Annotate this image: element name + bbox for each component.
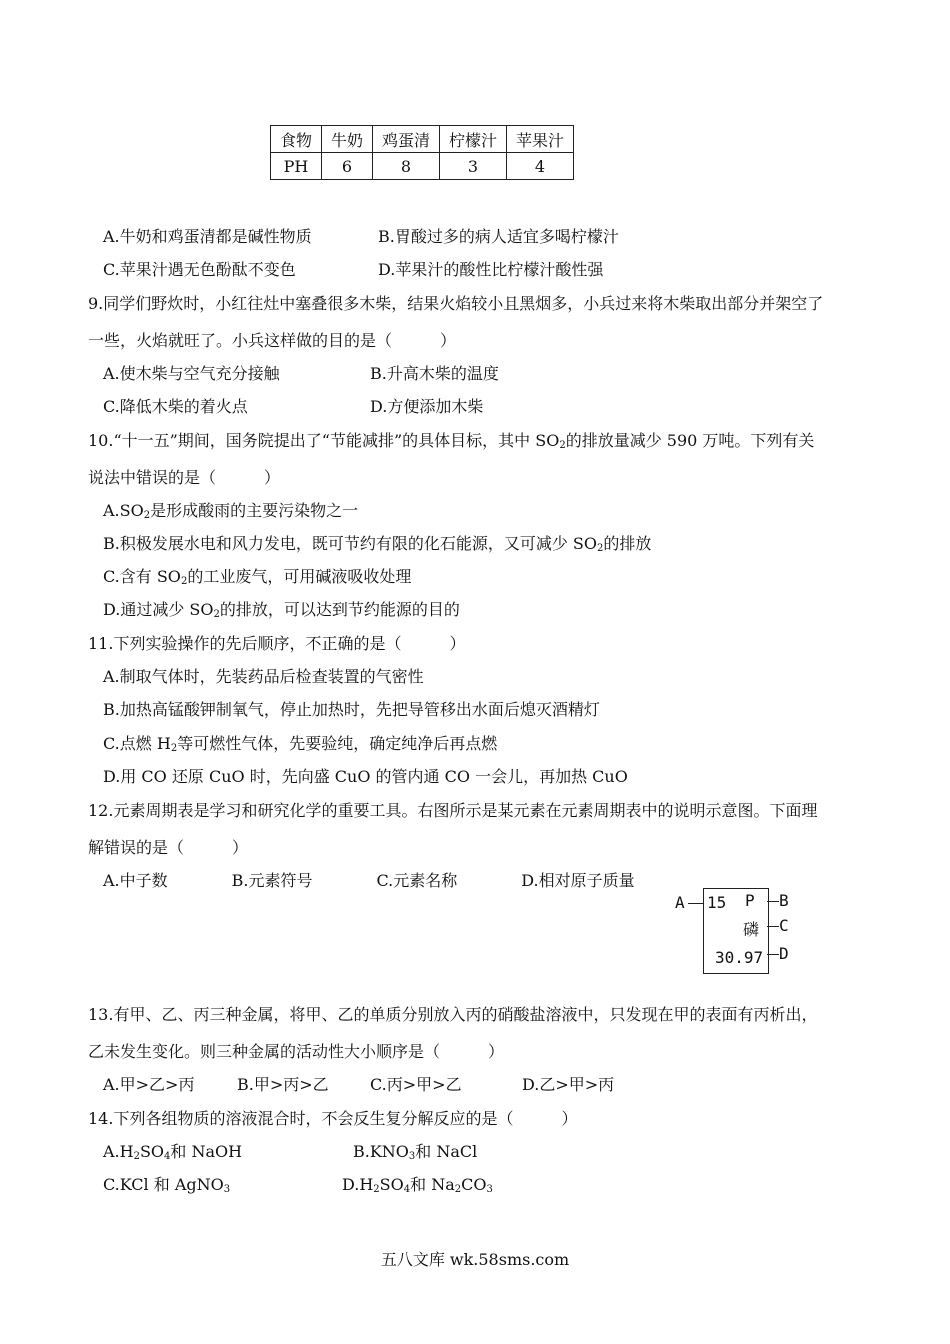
- table-cell: 牛奶: [322, 126, 373, 153]
- atomic-number: 15: [707, 893, 727, 912]
- q11-stem: 11.下列实验操作的先后顺序，不正确的是（ ）: [88, 634, 466, 653]
- table-cell: 3: [440, 153, 507, 180]
- pointer-c: [767, 926, 779, 927]
- atomic-mass: 30.97: [715, 948, 764, 967]
- element-name: 磷: [743, 920, 760, 939]
- q12-stem-line1: 12.元素周期表是学习和研究化学的重要工具。右图所示是某元素在元素周期表中的说明示意图。下面理: [88, 801, 818, 820]
- q9-stem-line2: 一些，火焰就旺了。小兵这样做的目的是（ ）: [88, 331, 457, 350]
- q14-option-c: C.KCl 和 AgNO$_3$: [103, 1175, 231, 1195]
- pointer-b: [767, 901, 779, 902]
- q11-option-c: C.点燃 $H_2$等可燃性气体，先要验纯，确定纯净后再点燃: [103, 734, 498, 754]
- q14-option-a: $A.H_2SO_4$和 NaOH: [103, 1142, 243, 1162]
- q10-stem-line2: 说法中错误的是（ ）: [88, 468, 281, 487]
- q14-stem: 14.下列各组物质的溶液混合时，不会反生复分解反应的是（ ）: [88, 1109, 578, 1128]
- footer-watermark: 五八文库 wk.58sms.com: [380, 1250, 570, 1269]
- table-row: [271, 126, 574, 153]
- q9-stem-line1: 9.同学们野炊时，小红往灶中塞叠很多木柴，结果火焰较小且黑烟多，小兵过来将木柴取出部分并架空了: [88, 294, 824, 313]
- label-c: C: [779, 916, 789, 935]
- q14-option-b: $B.KNO_3$和 NaCl: [353, 1142, 478, 1162]
- pointer-d: [767, 954, 779, 955]
- q9-option-d: D.方便添加木柴: [370, 397, 484, 416]
- label-a: A: [675, 893, 685, 912]
- q13-option-a: A.甲>乙>丙: [103, 1075, 195, 1094]
- q8-option-a: A.牛奶和鸡蛋清都是碱性物质: [103, 227, 312, 246]
- q11-option-a: A.制取气体时，先装药品后检查装置的气密性: [103, 667, 424, 686]
- q13-option-d: D.乙>甲>丙: [522, 1075, 615, 1094]
- element-diagram: [675, 888, 805, 974]
- table-cell: 4: [507, 153, 574, 180]
- q11-option-d: D.用 CO 还原 CuO 时，先向盛 CuO 的管内通 CO 一会儿，再加热 CuO: [103, 767, 628, 786]
- q9-option-c: C.降低木柴的着火点: [103, 397, 248, 416]
- q10-option-b: B.积极发展水电和风力发电，既可节约有限的化石能源，又可减少 $SO_2$的排放: [103, 534, 652, 554]
- q8-option-c: C.苹果汁遇无色酚酞不变色: [103, 260, 296, 279]
- q8-option-d: D.苹果汁的酸性比柠檬汁酸性强: [378, 260, 604, 279]
- label-d: D: [779, 944, 789, 963]
- element-symbol: P: [745, 891, 755, 910]
- q12-options: A.中子数 B.元素符号 C.元素名称 D.相对原子质量: [103, 871, 635, 890]
- q12-stem-line2: 解错误的是（ ）: [88, 838, 249, 857]
- q14-option-d: $D.H_2SO_4$和 $Na_2CO_3$: [342, 1175, 493, 1195]
- table-row: [271, 153, 574, 180]
- table-cell: 食物: [271, 126, 322, 153]
- q13-stem-line1: 13.有甲、乙、丙三种金属，将甲、乙的单质分别放入丙的硝酸盐溶液中，只发现在甲的表面有丙析出，: [88, 1005, 818, 1024]
- q13-option-b: B.甲>丙>乙: [237, 1075, 329, 1094]
- ph-table: [270, 125, 574, 180]
- q10-option-d: D.通过减少 $SO_2$的排放，可以达到节约能源的目的: [103, 600, 460, 620]
- q9-option-a: A.使木柴与空气充分接触: [103, 364, 280, 383]
- table-cell: 柠檬汁: [440, 126, 507, 153]
- table-cell: 鸡蛋清: [373, 126, 440, 153]
- q13-stem-line2: 乙未发生变化。则三种金属的活动性大小顺序是（ ）: [88, 1042, 505, 1061]
- q10-option-a: $A.SO_2$是形成酸雨的主要污染物之一: [103, 501, 359, 521]
- q10-option-c: C.含有 $SO_2$的工业废气，可用碱液吸收处理: [103, 567, 412, 587]
- table-cell: 8: [373, 153, 440, 180]
- q8-option-b: B.胃酸过多的病人适宜多喝柠檬汁: [378, 227, 619, 246]
- q13-option-c: C.丙>甲>乙: [370, 1075, 462, 1094]
- label-b: B: [779, 891, 789, 910]
- pointer-a: [688, 903, 703, 904]
- q9-option-b: B.升高木柴的温度: [370, 364, 499, 383]
- table-cell: PH: [271, 153, 322, 180]
- q11-option-b: B.加热高锰酸钾制氧气，停止加热时，先把导管移出水面后熄灭酒精灯: [103, 700, 600, 719]
- table-cell: 6: [322, 153, 373, 180]
- q10-stem-line1: 10.“十一五”期间，国务院提出了“节能减排”的具体目标，其中 $SO_2$的排放量减少 590 万吨。下列有关: [88, 431, 815, 451]
- table-cell: 苹果汁: [507, 126, 574, 153]
